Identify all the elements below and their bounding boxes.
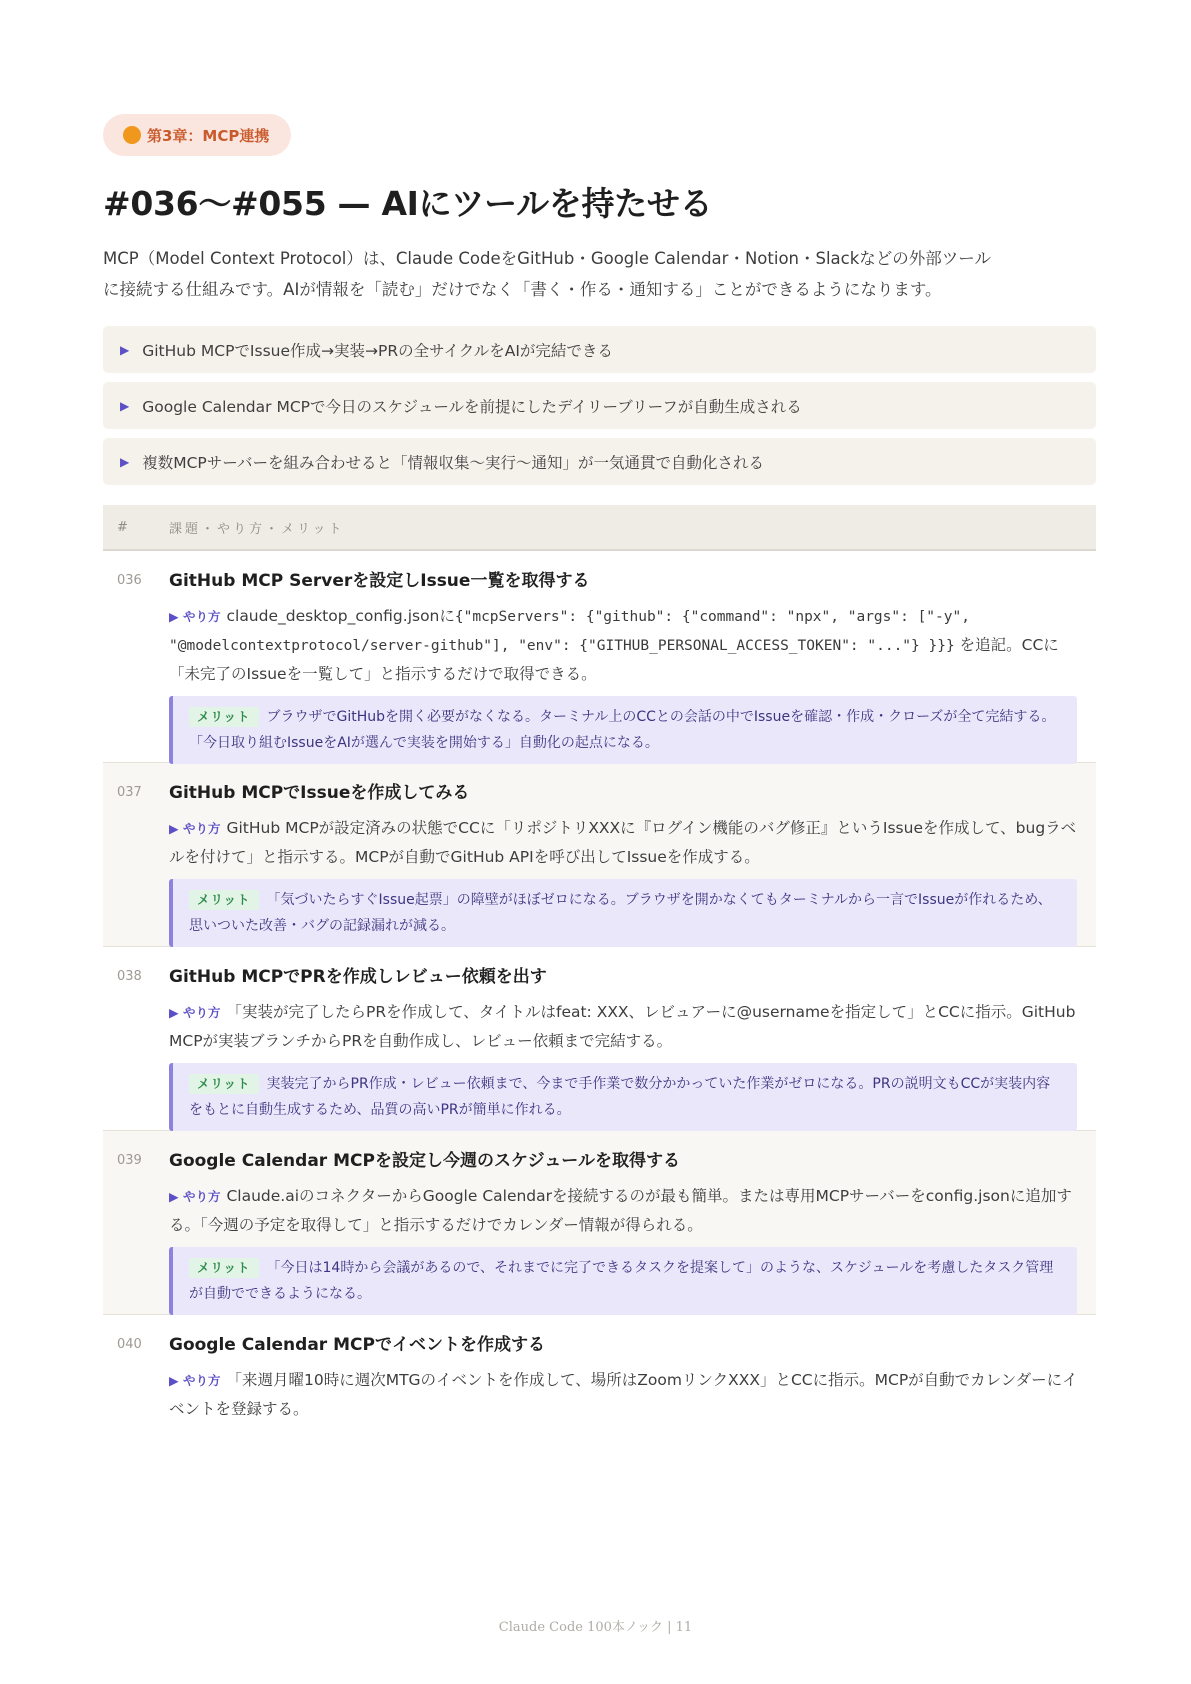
triangle-right-icon: ▶ — [120, 398, 130, 413]
howto-tag — [169, 609, 220, 624]
header-desc: 課題・やり方・メリット — [169, 521, 345, 537]
row-title: Google Calendar MCPでイベントを作成する — [169, 1335, 545, 1355]
merit-tag: メリット — [189, 890, 259, 910]
howto-text: GitHub MCPが設定済みの状態でCCに「リポジトリXXXに『ログイン機能のバグ修正』というIssueを作成して、bugラベルを付けて」と指示する。MCPが自動でGitHub APIを呼び出してIssueを作成する。 — [169, 819, 1077, 866]
merit-tag: メリット — [189, 1258, 259, 1278]
row-title: GitHub MCPでPRを作成しレビュー依頼を出す — [169, 967, 547, 987]
table-row — [103, 763, 1096, 947]
merit-box — [169, 879, 1077, 947]
highlight-list — [103, 326, 1096, 485]
page-title: #036〜#055 — AIにツールを持たせる — [103, 184, 713, 223]
triangle-right-icon: ▶ — [169, 821, 183, 836]
triangle-right-icon: ▶ — [169, 1373, 183, 1388]
row-body — [169, 947, 1093, 1130]
howto-text: claude_desktop_config.jsonに — [226, 607, 455, 625]
highlight-item — [103, 438, 1096, 485]
orange-circle-icon — [123, 126, 141, 144]
merit-text: ブラウザでGitHubを開く必要がなくなる。ターミナル上のCCとの会話の中でIssueを確認・作成・クローズが全て完結する。「今日取り組むIssueをAIが選んで実装を開始する」自動化の起点になる。 — [189, 709, 1056, 751]
table-row — [103, 1315, 1096, 1435]
howto-label: やり方 — [182, 1005, 221, 1020]
chapter-badge — [103, 114, 291, 156]
chapter-label: 第3章：MCP連携 — [147, 126, 270, 145]
howto-text: Claude.aiのコネクターからGoogle Calendarを接続するのが最も簡単。または専用MCPサーバーをconfig.jsonに追加する。「今週の予定を取得して」と指示するだけでカレンダー情報が得られる。 — [169, 1187, 1072, 1234]
howto-text: を追記。CCに「未完了のIssueを一覧して」と指示するだけで取得できる。 — [169, 636, 1059, 683]
table-row — [103, 551, 1096, 763]
howto-label: やり方 — [182, 609, 221, 624]
row-howto — [169, 1366, 1093, 1423]
highlight-text: 複数MCPサーバーを組み合わせると「情報収集〜実行〜通知」が一気通貫で自動化される — [142, 453, 765, 472]
row-howto — [169, 998, 1093, 1055]
row-howto — [169, 814, 1093, 871]
row-number: 036 — [117, 573, 142, 588]
merit-box — [169, 696, 1077, 764]
merit-text: 「今日は14時から会議があるので、それまでに完了できるタスクを提案して」のような、スケジュールを考慮したタスク管理が自動でできるようになる。 — [189, 1260, 1054, 1302]
merit-box — [169, 1247, 1077, 1315]
highlight-item — [103, 382, 1096, 429]
row-title: GitHub MCPでIssueを作成してみる — [169, 783, 470, 803]
knock-table — [103, 505, 1096, 1435]
row-title: Google Calendar MCPを設定し今週のスケジュールを取得する — [169, 1151, 680, 1171]
merit-text: 「気づいたらすぐIssue起票」の障壁がほぼゼロになる。ブラウザを開かなくてもターミナルから一言でIssueが作れるため、思いついた改善・バグの記録漏れが減る。 — [189, 892, 1052, 934]
row-number: 038 — [117, 969, 142, 984]
row-body — [169, 551, 1093, 762]
howto-label: やり方 — [182, 821, 221, 836]
content — [103, 114, 1096, 1435]
page-footer: Claude Code 100本ノック | 11 — [498, 1620, 693, 1635]
row-number: 037 — [117, 785, 142, 800]
row-body — [169, 1315, 1093, 1435]
howto-tag — [169, 1189, 220, 1204]
table-header — [103, 505, 1096, 551]
merit-tag: メリット — [189, 707, 259, 727]
highlight-item — [103, 326, 1096, 373]
row-howto — [169, 1182, 1093, 1239]
triangle-right-icon: ▶ — [169, 1005, 183, 1020]
table-row — [103, 1131, 1096, 1315]
highlight-text: GitHub MCPでIssue作成→実装→PRの全サイクルをAIが完結できる — [142, 341, 613, 360]
howto-text: 「来週月曜10時に週次MTGのイベントを作成して、場所はZoomリンクXXX」とCCに指示。MCPが自動でカレンダーにイベントを登録する。 — [169, 1371, 1078, 1418]
row-howto — [169, 602, 1093, 688]
row-title: GitHub MCP Serverを設定しIssue一覧を取得する — [169, 571, 590, 591]
howto-tag — [169, 821, 220, 836]
row-body — [169, 763, 1093, 946]
triangle-right-icon: ▶ — [169, 1189, 183, 1204]
table-row — [103, 947, 1096, 1131]
triangle-right-icon: ▶ — [120, 342, 130, 357]
intro-paragraph: MCP（Model Context Protocol）は、Claude CodeをGitHub・Google Calendar・Notion・Slackなどの外部ツールに接続する仕組みです。AIが情報を「読む」だけでなく「書く・作る・通知する」ことができるようになります。 — [103, 249, 991, 299]
row-body — [169, 1131, 1093, 1314]
merit-text: 実装完了からPR作成・レビュー依頼まで、今まで手作業で数分かかっていた作業がゼロになる。PRの説明文もCCが実装内容をもとに自動生成するため、品質の高いPRが簡単に作れる。 — [189, 1076, 1051, 1118]
merit-tag: メリット — [189, 1074, 259, 1094]
row-number: 040 — [117, 1337, 142, 1352]
highlight-text: Google Calendar MCPで今日のスケジュールを前提にしたデイリーブリーフが自動生成される — [142, 397, 802, 416]
triangle-right-icon: ▶ — [120, 454, 130, 469]
row-number: 039 — [117, 1153, 142, 1168]
howto-label: やり方 — [182, 1189, 221, 1204]
config-code: {"mcpServers": {"github": {"command": "npx", "args": ["-y", "@modelcontextprotocol/server-github"], "env": {"GITHUB_PERSONAL_ACCESS_TOKEN": "..."} }}} — [169, 609, 970, 654]
header-num: # — [117, 519, 131, 535]
howto-tag — [169, 1005, 220, 1020]
howto-tag — [169, 1373, 220, 1388]
howto-text: 「実装が完了したらPRを作成して、タイトルはfeat: XXX、レビュアーに@usernameを指定して」とCCに指示。GitHub MCPが実装ブランチからPRを自動作成し、レビュー依頼まで完結する。 — [169, 1003, 1076, 1050]
triangle-right-icon: ▶ — [169, 609, 183, 624]
howto-label: やり方 — [182, 1373, 221, 1388]
merit-box — [169, 1063, 1077, 1131]
